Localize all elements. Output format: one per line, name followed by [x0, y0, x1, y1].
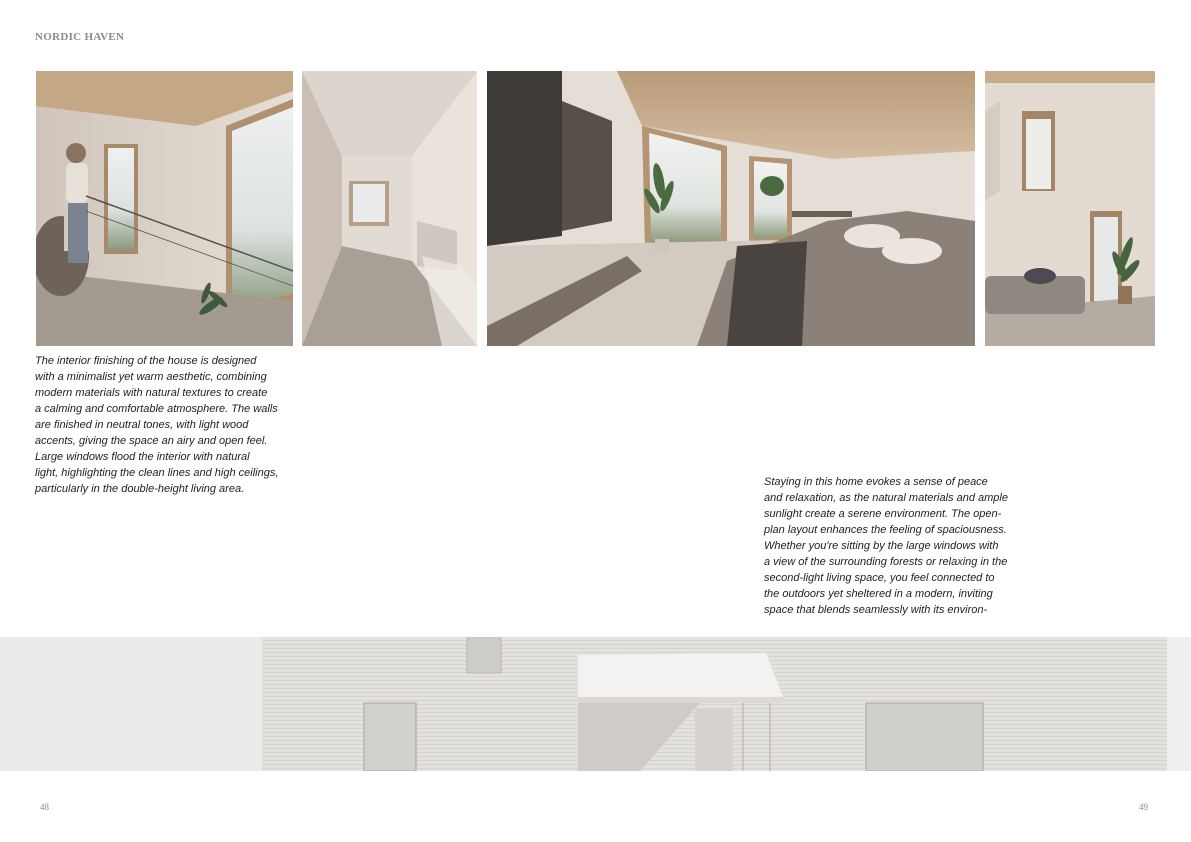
paragraph-line: modern materials with natural textures to create	[35, 387, 268, 399]
paragraph-line: light, highlighting the clean lines and high ceilings,	[35, 467, 279, 479]
paragraph-line: second-light living space, you feel connected to	[764, 572, 995, 584]
page-number-right: 49	[1139, 802, 1148, 812]
living-double-height-render	[985, 71, 1155, 346]
paragraph-line: accents, giving the space an airy and open feel.	[35, 435, 268, 447]
paragraph-line: and relaxation, as the natural materials and ample	[764, 492, 1008, 504]
paragraph-line: Whether you're sitting by the large windows with	[764, 540, 999, 552]
brand-title: NORDIC HAVEN	[35, 31, 125, 43]
facade-elevation-image	[0, 637, 1191, 771]
interior-description-paragraph	[35, 353, 278, 497]
paragraph-line: a view of the surrounding forests or relaxing in the	[764, 556, 1008, 568]
paragraph-line: The interior finishing of the house is designed	[35, 355, 257, 367]
paragraph-line: Staying in this home evokes a sense of peace	[764, 476, 988, 488]
bedroom-render	[487, 71, 975, 346]
page-number-left: 48	[40, 802, 49, 812]
paragraph-line: a calming and comfortable atmosphere. The walls	[35, 403, 278, 415]
stairwell-window-render	[36, 71, 293, 346]
paragraph-line: with a minimalist yet warm aesthetic, combining	[35, 371, 267, 383]
stay-experience-paragraph	[764, 474, 1008, 618]
paragraph-line: sunlight create a serene environment. The open-	[764, 508, 1002, 520]
paragraph-line: are finished in neutral tones, with light wood	[35, 419, 249, 431]
paragraph-line: the outdoors yet sheltered in a modern, inviting	[764, 588, 993, 600]
paragraph-line: Large windows flood the interior with natural	[35, 451, 250, 463]
paragraph-line: plan layout enhances the feeling of spaciousness.	[764, 524, 1007, 536]
paragraph-line: space that blends seamlessly with its environ-	[764, 604, 988, 616]
paragraph-line: particularly in the double-height living area.	[35, 483, 245, 495]
corridor-render	[302, 71, 477, 346]
